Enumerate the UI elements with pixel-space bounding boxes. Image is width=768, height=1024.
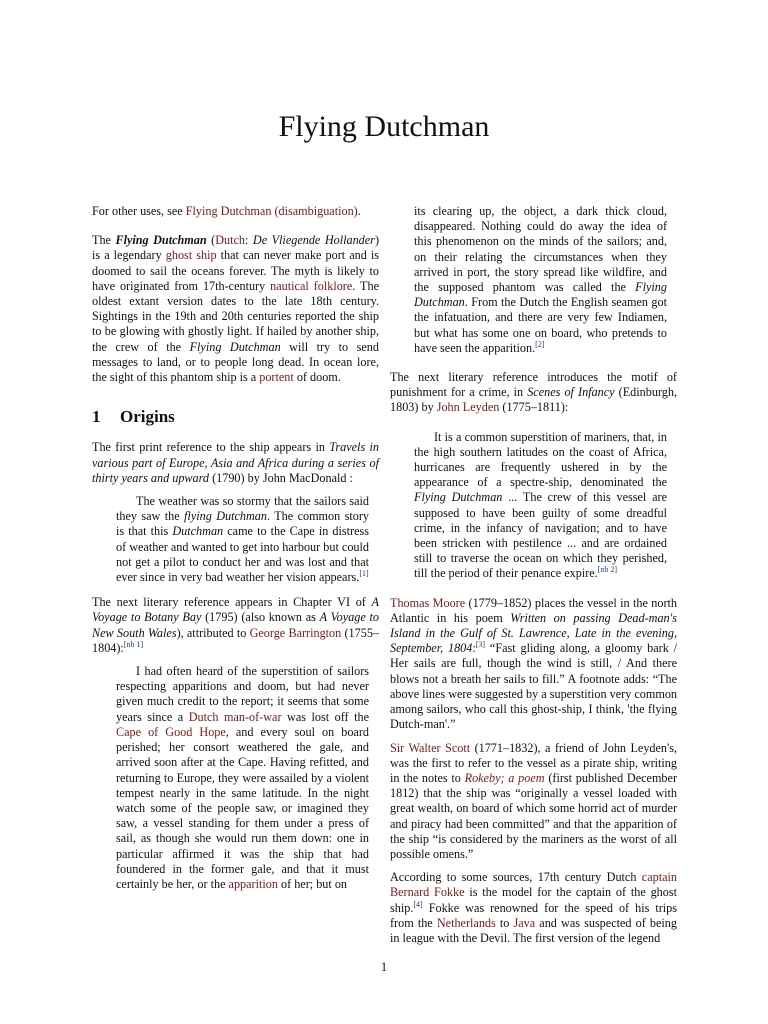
george-barrington-link[interactable]: George Barrington (249, 625, 342, 640)
quote-text (414, 204, 667, 356)
hatnote (92, 204, 379, 219)
walter-scott-link[interactable]: Sir Walter Scott (390, 740, 471, 755)
text: . The common story is that this (116, 509, 369, 539)
text: (1775–1811): (499, 400, 569, 415)
paragraph-moore (390, 596, 677, 733)
text: It is a common superstition of mariners, that, in the high southern latitudes on the coast of Africa, hurricanes are frequently ushered in by the appearance of a spectre-ship, denominated the (414, 429, 667, 490)
quote-text (116, 664, 369, 892)
ghost-ship-link[interactable]: ghost ship (165, 248, 217, 263)
note-link[interactable]: [nb 1] (123, 639, 144, 649)
dutch-link[interactable]: Dutch (215, 233, 245, 248)
nautical-folklore-link[interactable]: nautical folklore (270, 278, 353, 293)
page-number: 1 (380, 960, 388, 974)
text: I had often heard of the superstition of sailors respecting apparitions and doom, but had never given much credit to the report; it seems that some years since a (116, 664, 369, 724)
text: of her; but on (277, 876, 348, 891)
work-title: A Voyage to New South Wales (92, 610, 379, 640)
text: The (92, 233, 116, 248)
paragraph-leyden (390, 370, 677, 416)
text: ... The crew of this vessel are supposed to have been guilty of some dreadful crime, in the infancy of navigation; and to have been stricken with pestilence ... and are ordained still to traverse the ocean on which they perished, till the period of their penance expire. (414, 490, 667, 581)
citation-link[interactable]: [2] (535, 339, 545, 349)
section-title: Origins (120, 407, 175, 427)
text: : (472, 641, 476, 656)
citation-link[interactable]: [1] (359, 569, 369, 578)
netherlands-link[interactable]: Netherlands (436, 915, 496, 930)
text: The next literary reference introduces the motif of punishment for a crime, in (390, 370, 677, 400)
text: ) is a legendary (92, 233, 379, 263)
rokeby-link[interactable]: Rokeby; a poem (464, 770, 545, 785)
dutch-man-of-war-link[interactable]: Dutch man-of-war (188, 709, 282, 724)
text: (first published December 1812) that the ship was “originally a vessel loaded with great wealth, on board of which some horrid act of murder and piracy had been committed” and that the apparition of the ship “is considered by the mariners as the worst of all possible omens.” (390, 770, 677, 861)
intro-paragraph (92, 233, 379, 385)
ship-name: Flying Dutchman (115, 233, 207, 248)
bernard-fokke-link[interactable]: Bernard Fokke (390, 885, 465, 900)
text: ), attributed to (176, 625, 250, 640)
text: ( (206, 233, 216, 248)
text: came to the Cape in distress of weather and wanted to get into harbour but could not get a pilot to conduct her and was lost and that ever since in very bad weather her vision appears. (116, 524, 369, 585)
text: (1755–1804): (92, 625, 380, 655)
text: that can never make port and is doomed to sail the oceans forever. The myth is likely to have originated from 17th-century (92, 248, 379, 293)
text: its clearing up, the object, a dark thick cloud, disappeared. Nothing could do away the idea of this phenomenon on the minds of the sailors; and, on their relating the circumstances when they arrived in port, the story spread like wildfire, and the supposed phantom was called the (414, 204, 667, 295)
text: The next literary reference appears in Chapter VI of (92, 595, 372, 610)
quote-macdonald (92, 494, 379, 585)
text: : (245, 233, 253, 248)
emphasis: Flying Dutchman (414, 280, 667, 310)
ship-name: Flying Dutchman (189, 339, 281, 354)
emphasis: Dutchman (172, 524, 224, 539)
thomas-moore-link[interactable]: Thomas Moore (390, 595, 466, 610)
work-title: Written on passing Dead-man's Island in the Gulf of St. Lawrence, Late in the evening, September, 1804 (390, 610, 677, 656)
text: (1771–1832), a friend of John Leyden's, was the first to refer to the vessel as a pirate ship, writing in the notes to (390, 740, 677, 785)
text: (1779–1852) places the vessel in the north Atlantic in his poem (390, 595, 677, 625)
work-title: Scenes of Infancy (527, 385, 615, 400)
text: and was suspected of being in league with the Devil. The first version of the legend (390, 915, 677, 945)
citation-link[interactable]: [4] (413, 899, 423, 909)
dutch-name: De Vliegende Hollander (252, 233, 375, 248)
work-title: Travels in various part of Europe, Asia and Africa during a series of thirty years and upward (92, 440, 379, 485)
text: The weather was so stormy that the sailors said they saw the (116, 494, 369, 524)
work-title: A Voyage to Botany Bay (92, 595, 379, 625)
disambiguation-link[interactable]: Flying Dutchman (disambiguation) (185, 204, 358, 218)
java-link[interactable]: Java (513, 915, 536, 930)
text: (1790) by John MacDonald : (209, 470, 353, 485)
quote-barrington (92, 664, 379, 892)
captain-link[interactable]: captain (641, 870, 677, 885)
page-title: Flying Dutchman (278, 110, 490, 143)
text: According to some sources, 17th century Dutch (390, 870, 642, 885)
text: Fokke was renowned for the speed of his trips from the (390, 900, 677, 930)
quote-barrington-continued (390, 204, 677, 356)
note-link[interactable]: [nb 2] (597, 565, 618, 575)
hatnote-text: For other uses, see (92, 204, 186, 218)
citation-link[interactable]: [3] (475, 640, 486, 650)
hatnote-text: . (357, 204, 361, 218)
quote-text (414, 430, 667, 582)
paragraph-barrington (92, 595, 379, 656)
cape-of-good-hope-link[interactable]: Cape of Good Hope (116, 724, 226, 739)
john-leyden-link[interactable]: John Leyden (436, 400, 500, 415)
paragraph-fokke (390, 870, 677, 946)
section-heading-origins (92, 407, 379, 427)
quote-text (116, 494, 369, 585)
quote-leyden (390, 430, 677, 582)
text: will try to send messages to land, or to people long dead. In ocean lore, the sight of this phantom ship is a (92, 339, 379, 385)
paragraph-scott (390, 741, 677, 863)
emphasis: Flying Dutchman (414, 490, 503, 505)
text: , and every soul on board perished; her consort weathered the gale, and arrived soon after at the Cape. Having refitted, and returning to Europe, they were assailed by a violent tempest nearly in the same latitude. In the night watch some of the people saw, or imagined they saw, a vessel standing for them under a press of sail, as though she would run them down: one in particular affirmed it was the ship that had foundered in the former gale, and that it must certainly be her, or the (116, 724, 369, 891)
text: The first print reference to the ship appears in (92, 440, 330, 455)
text: of doom. (293, 370, 341, 385)
section-number: 1 (92, 407, 101, 427)
text: (1795) (also known as (201, 610, 320, 625)
text: (Edinburgh, 1803) by (390, 385, 677, 415)
right-column (390, 204, 677, 954)
portent-link[interactable]: portent (259, 370, 294, 385)
emphasis: flying Dutchman (184, 509, 267, 524)
text: . From the Dutch the English seamen got the infatuation, and there are very few Indiamen, but what has some one on board, who pretends to have seen the apparition. (414, 295, 667, 355)
text: . The oldest extant version dates to the late 18th century. Sightings in the 19th and 20th centuries reported the ship to be glowing with ghostly light. If hailed by another ship, the crew of the (92, 278, 380, 354)
text: was lost off the (281, 709, 370, 724)
text: “Fast gliding along, a gloomy bark / Her sails are full, though the wind is still, / And there blows not a breath her sails to fill.” A footnote adds: “The above lines were suggested by a superstition very common among sailors, who call this ghost-ship, I think, 'the flying Dutch-man'.” (390, 641, 678, 732)
left-column (92, 204, 379, 902)
text: is the model for the captain of the ghost ship. (390, 885, 677, 915)
paragraph-macdonald (92, 440, 379, 486)
apparition-link[interactable]: apparition (228, 876, 278, 891)
text: to (495, 915, 514, 930)
